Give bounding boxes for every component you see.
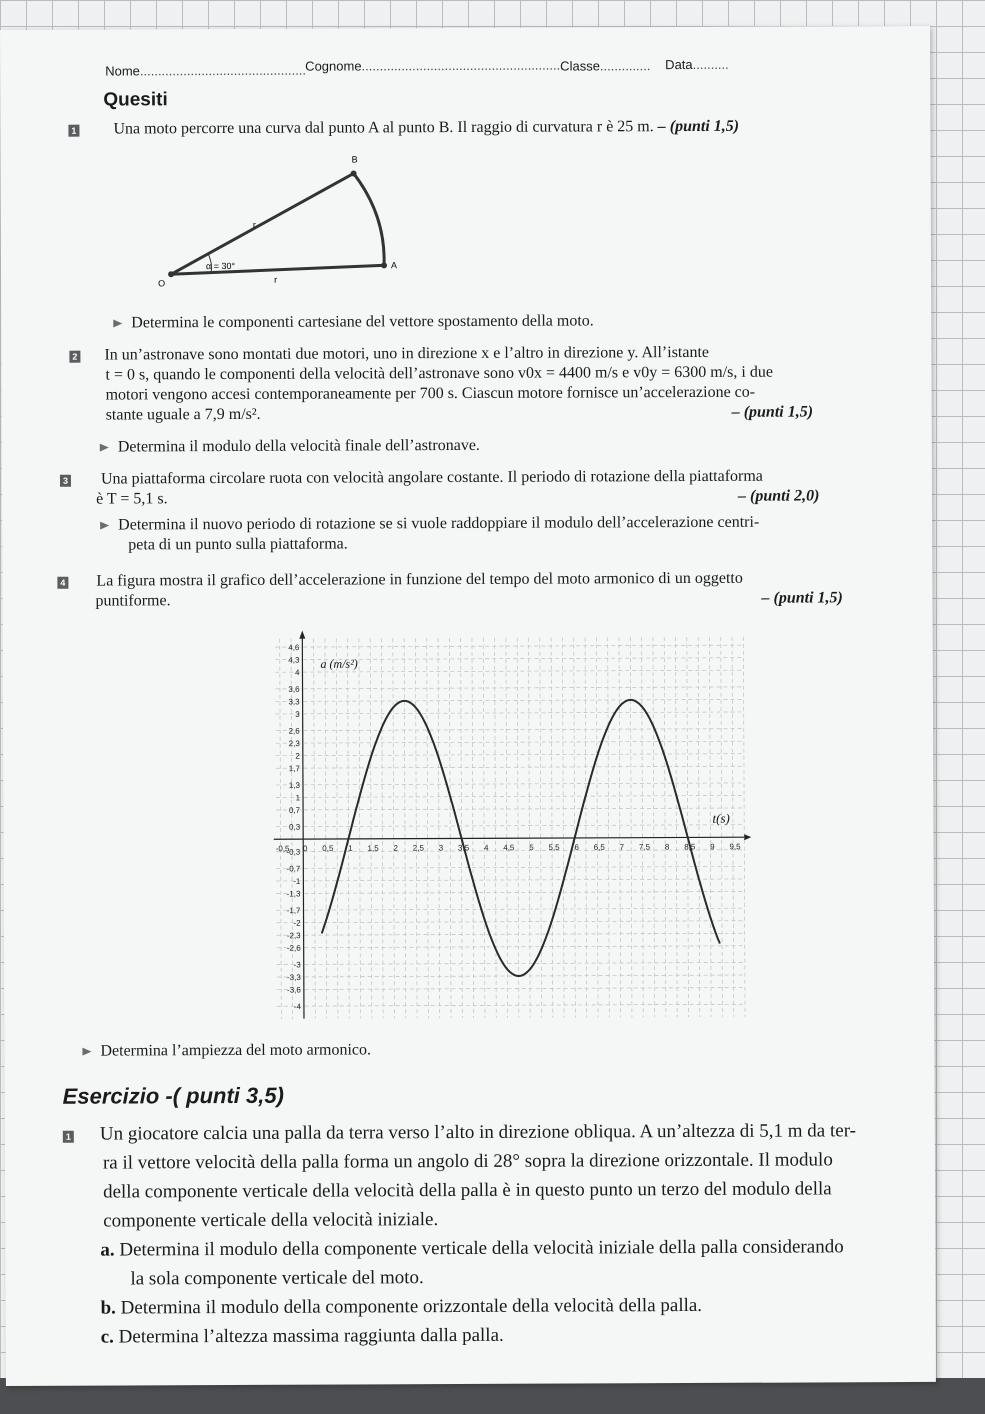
part-a-line-1: Determina il modulo della componente verticale della velocità iniziale della palla considerando xyxy=(119,1236,844,1261)
grid-line-vertical xyxy=(449,638,451,1018)
question-3-task-line-2: peta di un punto sulla piattaforma. xyxy=(128,535,348,554)
x-tick-label: 6,5 xyxy=(593,842,605,852)
label-o: O xyxy=(158,278,166,289)
data-label: Data xyxy=(665,56,693,73)
exercise-title: Esercizio -( punti 3,5) xyxy=(62,1082,284,1109)
question-4-task xyxy=(82,1040,371,1061)
x-tick-label: 9,5 xyxy=(729,842,741,852)
question-2-line-2: t = 0 s, quando le componenti della velocità dell’astronave sono v0x = 4400 m/s e v0y = 6300 m/s, i due xyxy=(105,363,773,384)
question-1-points: – (punti 1,5) xyxy=(657,117,740,136)
grid-line-horizontal xyxy=(277,988,743,990)
question-3-task xyxy=(100,512,900,555)
grid-line-horizontal xyxy=(276,754,742,756)
question-1-task-text: Determina le componenti cartesiane del vettore spostamento della moto. xyxy=(131,312,594,332)
question-4 xyxy=(57,568,917,612)
x-tick-label: 6 xyxy=(574,842,579,852)
question-2-line-1: In un’astronave sono montati due motori, uno in direzione x e l’altro in direzione y. All’istante xyxy=(104,343,710,364)
grid-line-vertical xyxy=(687,637,689,1017)
y-tick-label: -3,3 xyxy=(286,972,301,982)
question-4-task-text: Determina l’ampiezza del moto armonico. xyxy=(100,1041,372,1060)
grid-line-horizontal xyxy=(276,908,742,910)
x-tick-label: 8 xyxy=(664,842,670,852)
x-tick-label: 2 xyxy=(393,843,398,853)
y-tick-label: 0,7 xyxy=(288,805,301,815)
y-tick-label: 4,6 xyxy=(288,643,300,653)
grid-line-vertical xyxy=(280,639,282,1019)
question-2-points: – (punti 1,5) xyxy=(731,403,814,421)
grid-line-horizontal xyxy=(277,946,743,948)
grid-line-vertical xyxy=(743,637,745,1017)
arc-diagram xyxy=(141,150,422,291)
grid-line-vertical xyxy=(336,639,338,1019)
question-3 xyxy=(60,466,910,510)
question-3-line-1: Una piattaforma circolare ruota con velocità angolare costante. Il periodo di rotazione della piattaforma xyxy=(100,467,763,488)
grid-line-vertical xyxy=(608,637,610,1017)
grid-line-horizontal xyxy=(276,933,742,935)
grid-line-horizontal xyxy=(276,795,742,797)
y-tick-label: 3 xyxy=(295,709,300,719)
triangle-bullet-icon xyxy=(82,1048,91,1056)
exercise-number-badge: 1 xyxy=(63,1131,74,1143)
label-b: B xyxy=(351,154,358,165)
y-tick-label: -1,3 xyxy=(286,889,301,899)
question-2-line-3: motori vengono accesi contemporaneamente per 700 s. Ciascun motore fornisce un’accelerazione co- xyxy=(105,383,756,404)
grid-line-horizontal xyxy=(276,808,742,810)
question-number-badge: 4 xyxy=(57,577,68,589)
y-tick-label: -3,6 xyxy=(287,985,301,995)
part-a-line-2: la sola componente verticale del moto. xyxy=(130,1267,424,1290)
angle-label: α = 30° xyxy=(206,260,236,272)
grid-line-vertical xyxy=(676,637,678,1017)
y-tick-label: -4 xyxy=(293,1002,301,1012)
nome-label: Nome xyxy=(105,63,140,79)
grid-line-horizontal xyxy=(275,699,741,701)
grid-line-vertical xyxy=(732,637,734,1017)
question-3-line-2: è T = 5,1 s. xyxy=(96,490,168,508)
exercise-line-3: della componente verticale della velocità della palla è in questo punto un terzo del modulo della xyxy=(103,1178,832,1203)
exercise-part-c xyxy=(101,1319,951,1352)
grid-line-horizontal xyxy=(276,891,742,893)
x-tick-label: 5,5 xyxy=(548,843,560,853)
grid-line-vertical xyxy=(721,637,723,1017)
part-b-text: Determina il modulo della componente orizzontale della velocità della palla. xyxy=(120,1294,703,1319)
worksheet-page xyxy=(0,26,936,1386)
grid-line-vertical xyxy=(619,637,621,1017)
question-number-badge: 1 xyxy=(68,125,79,137)
grid-line-horizontal xyxy=(276,766,742,768)
acceleration-time-chart xyxy=(261,617,758,1029)
grid-line-vertical xyxy=(381,638,383,1018)
question-2-line-4: stante uguale a 7,9 m/s². xyxy=(105,405,261,424)
y-axis xyxy=(302,635,304,1019)
y-tick-label: 3,3 xyxy=(288,697,300,707)
grid-line-horizontal xyxy=(277,975,743,977)
grid-line-vertical xyxy=(359,638,361,1018)
triangle-bullet-icon xyxy=(100,444,109,452)
label-r-upper: r xyxy=(252,219,256,230)
y-tick-label: 1 xyxy=(295,793,301,803)
grid-line-horizontal xyxy=(276,866,742,868)
exercise-part-a xyxy=(100,1232,950,1294)
x-tick-label: 1 xyxy=(348,843,353,853)
grid-line-vertical xyxy=(585,637,587,1017)
x-tick-label: 7 xyxy=(619,842,625,852)
y-tick-label: -1,7 xyxy=(286,906,301,916)
x-tick-label: 4 xyxy=(483,843,489,853)
point-a xyxy=(381,262,387,268)
triangle-bullet-icon xyxy=(113,320,122,328)
grid-line-vertical xyxy=(348,638,350,1018)
x-tick-label: 8,5 xyxy=(684,842,696,852)
classe-label: Classe xyxy=(560,58,600,74)
grid-line-vertical xyxy=(540,638,542,1018)
radius-oa-line xyxy=(171,265,384,274)
grid-line-horizontal xyxy=(276,729,742,731)
grid-line-vertical xyxy=(551,638,553,1018)
grid-line-vertical xyxy=(517,638,519,1018)
exercise-part-b xyxy=(101,1290,951,1323)
y-tick-label: 2 xyxy=(295,751,300,761)
part-c-label: c. xyxy=(100,1326,114,1348)
exercise-1 xyxy=(63,1116,943,1236)
grid-line-horizontal xyxy=(275,687,741,689)
point-b xyxy=(351,170,357,176)
grid-line-vertical xyxy=(529,638,531,1018)
exercise-line-2: ra il vettore velocità della palla forma un angolo di 28° sopra la direzione orizzontale. Il modulo xyxy=(102,1149,833,1174)
grid-line-vertical xyxy=(393,638,395,1018)
y-tick-label: 2,6 xyxy=(288,726,300,736)
y-tick-label: 0,3 xyxy=(289,822,301,832)
grid-line-vertical xyxy=(574,638,576,1018)
question-2 xyxy=(69,342,889,426)
x-tick-label: 0 xyxy=(302,844,308,854)
classe-field[interactable]: Classe.............. xyxy=(560,58,651,74)
y-axis-arrow xyxy=(299,631,305,639)
grid-line-vertical xyxy=(653,637,655,1017)
y-tick-label: -2 xyxy=(293,918,301,928)
nome-field[interactable]: Nome.............................................. xyxy=(105,62,307,79)
question-4-line-1: La figura mostra il grafico dell’accelerazione in funzione del tempo del moto armonico di un oggetto xyxy=(96,569,743,590)
grid-line-vertical xyxy=(461,638,463,1018)
triangle-bullet-icon xyxy=(100,522,109,530)
question-2-task xyxy=(100,436,480,458)
label-a: A xyxy=(391,260,398,271)
question-4-points: – (punti 1,5) xyxy=(761,589,843,607)
exercise-line-4: componente verticale della velocità iniziale. xyxy=(103,1209,439,1232)
grid-line-horizontal xyxy=(276,921,742,923)
question-1-text: Una moto percorre una curva dal punto A al punto B. Il raggio di curvatura r è 25 m. xyxy=(113,118,654,138)
grid-line-horizontal xyxy=(276,879,742,881)
section-title: Quesiti xyxy=(103,89,168,111)
grid-line-vertical xyxy=(642,637,644,1017)
label-r-lower: r xyxy=(274,274,278,285)
part-b-label: b. xyxy=(100,1297,116,1319)
y-axis-label: a (m/s²) xyxy=(320,656,358,671)
grid-line-horizontal xyxy=(276,741,742,743)
grid-line-vertical xyxy=(325,639,327,1019)
grid-line-vertical xyxy=(314,639,316,1019)
x-axis-label: t(s) xyxy=(712,810,730,826)
grid-line-horizontal xyxy=(275,645,741,647)
grid-line-vertical xyxy=(483,638,485,1018)
x-axis-arrow xyxy=(744,834,751,840)
part-c-text: Determina l’altezza massima raggiunta dalla palla. xyxy=(118,1324,504,1348)
y-tick-label: 4,3 xyxy=(288,655,300,665)
grid-line-horizontal xyxy=(277,962,743,964)
grid-line-horizontal xyxy=(276,712,742,714)
x-tick-label: -0,5 xyxy=(275,844,290,854)
question-4-line-2: puntiforme. xyxy=(95,592,171,610)
grid-line-vertical xyxy=(495,638,497,1018)
y-tick-label: 3,6 xyxy=(288,684,300,694)
curve-ab xyxy=(354,173,385,265)
x-tick-label: 2,5 xyxy=(412,843,424,853)
question-1-task xyxy=(113,311,594,333)
grid-line-vertical xyxy=(698,637,700,1017)
y-tick-label: -1 xyxy=(293,876,301,886)
x-tick-label: 1,5 xyxy=(367,843,379,853)
grid-line-vertical xyxy=(427,638,429,1018)
question-1 xyxy=(68,116,858,139)
data-field[interactable]: Data.......... xyxy=(665,56,729,73)
grid-line-vertical xyxy=(664,637,666,1017)
y-tick-label: 1,3 xyxy=(288,780,300,790)
grid-line-vertical xyxy=(472,638,474,1018)
question-2-task-text: Determina il modulo della velocità finale dell’astronave. xyxy=(117,436,480,456)
grid-line-vertical xyxy=(630,637,632,1017)
x-tick-label: 3,5 xyxy=(457,843,470,853)
x-tick-label: 7,5 xyxy=(638,842,651,852)
question-3-points: – (punti 2,0) xyxy=(738,487,820,505)
grid-line-vertical xyxy=(506,638,508,1018)
question-number-badge: 3 xyxy=(60,475,71,487)
y-tick-label: -0,7 xyxy=(286,864,301,874)
x-tick-label: 0,5 xyxy=(322,843,334,854)
y-tick-label: -2,6 xyxy=(286,943,301,953)
grid-line-vertical xyxy=(415,638,417,1018)
cognome-field[interactable]: Cognome........................................................ xyxy=(305,57,564,74)
x-tick-label: 3 xyxy=(438,843,444,853)
y-tick-label: 4 xyxy=(295,668,300,678)
part-a-label: a. xyxy=(100,1239,115,1261)
question-number-badge: 2 xyxy=(69,351,80,363)
y-tick-label: -2,3 xyxy=(286,931,301,941)
radius-ob-line xyxy=(171,173,354,274)
grid-line-vertical xyxy=(370,638,372,1018)
grid-line-horizontal xyxy=(277,1004,743,1006)
y-tick-label: 2,3 xyxy=(288,739,300,749)
point-o xyxy=(168,271,174,277)
grid-line-vertical xyxy=(709,637,711,1017)
question-3-task-line-1: Determina il nuovo periodo di rotazione se si vuole raddoppiare il modulo dell’accelerazione centri- xyxy=(118,513,760,534)
grid-line-vertical xyxy=(404,638,406,1018)
x-tick-label: 4,5 xyxy=(503,843,515,853)
grid-line-vertical xyxy=(562,638,564,1018)
exercise-line-1: Un giocatore calcia una palla da terra verso l’alto in direzione obliqua. A un’altezza di 5,1 m da ter- xyxy=(99,1120,856,1145)
y-tick-label: 1,7 xyxy=(288,764,300,774)
grid-line-vertical xyxy=(438,638,440,1018)
x-axis xyxy=(274,837,744,839)
y-tick-label: -0,3 xyxy=(286,847,301,857)
y-tick-label: -3 xyxy=(293,960,301,970)
x-tick-label: 5 xyxy=(529,843,534,853)
cognome-label: Cognome xyxy=(305,58,362,74)
x-tick-label: 9 xyxy=(710,842,715,852)
grid-line-horizontal xyxy=(276,825,742,827)
grid-line-vertical xyxy=(596,637,598,1017)
